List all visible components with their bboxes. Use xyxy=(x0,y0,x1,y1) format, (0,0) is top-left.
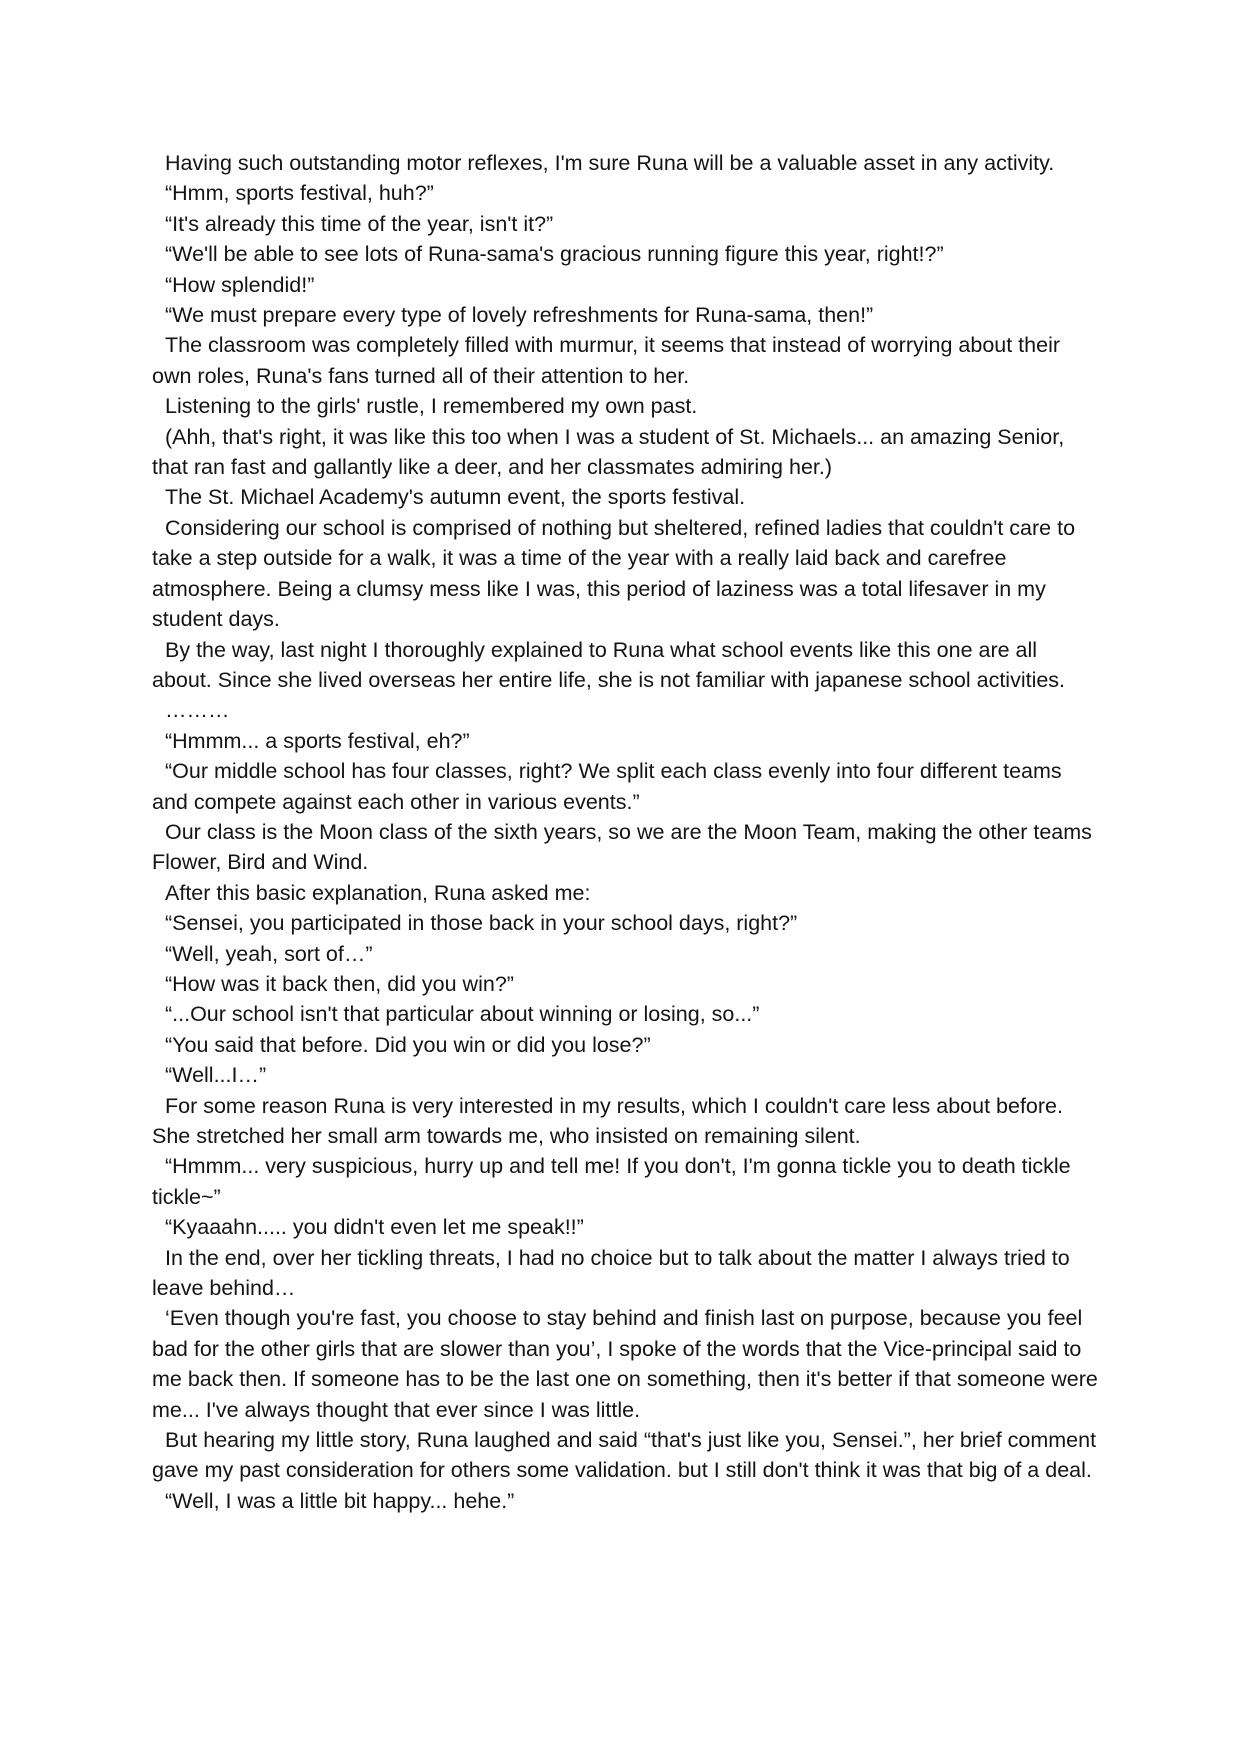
paragraph: For some reason Runa is very interested in my results, which I couldn't care less about before. She stretched her small arm towards me, who insisted on remaining silent. xyxy=(152,1093,1063,1148)
paragraph: Considering our school is comprised of nothing but sheltered, refined ladies that couldn't care to take a step outside for a walk, it was a time of the year with a really laid back and carefree atmosphere. Being a clumsy mess like I was, this period of laziness was a total lifesaver in my student days. xyxy=(152,515,1076,632)
body-text xyxy=(152,148,1102,1516)
paragraph: After this basic explanation, Runa asked me: xyxy=(165,880,591,905)
paragraph: The St. Michael Academy's autumn event, the sports festival. xyxy=(165,485,746,510)
paragraph: ‘Even though you're fast, you choose to stay behind and finish last on purpose, because you feel bad for the other girls that are slower than you’, I spoke of the words that the Vice-principal said to me back then. If someone has to be the last one on something, then it's better if that someone were me... I've always thought that ever since I was little. xyxy=(152,1306,1098,1422)
paragraph: “Well, yeah, sort of…” xyxy=(165,941,373,966)
paragraph: By the way, last night I thoroughly explained to Runa what school events like this one are all about. Since she lived overseas her entire life, she is not familiar with japanese school activities. xyxy=(152,637,1066,692)
paragraph: Our class is the Moon class of the sixth years, so we are the Moon Team, making the other teams Flower, Bird and Wind. xyxy=(152,819,1092,875)
paragraph: “It's already this time of the year, isn't it?” xyxy=(165,211,554,236)
paragraph: “Hmmm... very suspicious, hurry up and tell me! If you don't, I'm gonna tickle you to death tickle tickle~” xyxy=(152,1154,1071,1209)
paragraph: Having such outstanding motor reflexes, I'm sure Runa will be a valuable asset in any activity. xyxy=(165,151,1055,175)
paragraph: In the end, over her tickling threats, I had no choice but to talk about the matter I always tried to leave behind… xyxy=(152,1245,1070,1301)
paragraph: “Our middle school has four classes, right? We split each class evenly into four different teams and compete against each other in various events.” xyxy=(152,759,1062,814)
paragraph: “...Our school isn't that particular about winning or losing, so...” xyxy=(165,1002,760,1027)
paragraph: “We must prepare every type of lovely refreshments for Runa-sama, then!” xyxy=(165,303,874,328)
paragraph: “Hmm, sports festival, huh?” xyxy=(165,181,434,206)
paragraph: “How splendid!” xyxy=(165,272,315,297)
paragraph: “Kyaaahn..... you didn't even let me speak!!” xyxy=(165,1215,584,1240)
paragraph: Listening to the girls' rustle, I remembered my own past. xyxy=(165,394,698,419)
paragraph: “How was it back then, did you win?” xyxy=(165,971,514,996)
paragraph: “We'll be able to see lots of Runa-sama's gracious running figure this year, right!?” xyxy=(165,242,944,267)
paragraph: “Hmmm... a sports festival, eh?” xyxy=(165,728,470,753)
paragraph: “You said that before. Did you win or did you lose?” xyxy=(165,1032,651,1057)
paragraph: The classroom was completely filled with murmur, it seems that instead of worrying about their own roles, Runa's fans turned all of their attention to her. xyxy=(152,333,1061,388)
paragraph: But hearing my little story, Runa laughed and said “that's just like you, Sensei.”, her brief comment gave my past consideration for others some validation. but I still don't think it was that big of a deal. xyxy=(152,1428,1097,1483)
paragraph: “Sensei, you participated in those back in your school days, right?” xyxy=(165,911,798,936)
paragraph: (Ahh, that's right, it was like this too when I was a student of St. Michaels... an amazing Senior, that ran fast and gallantly like a deer, and her classmates admiring her.) xyxy=(152,424,1065,480)
paragraph: ……… xyxy=(165,698,230,723)
paragraph: “Well, I was a little bit happy... hehe.” xyxy=(165,1488,515,1513)
paragraph: “Well...I…” xyxy=(165,1063,267,1088)
